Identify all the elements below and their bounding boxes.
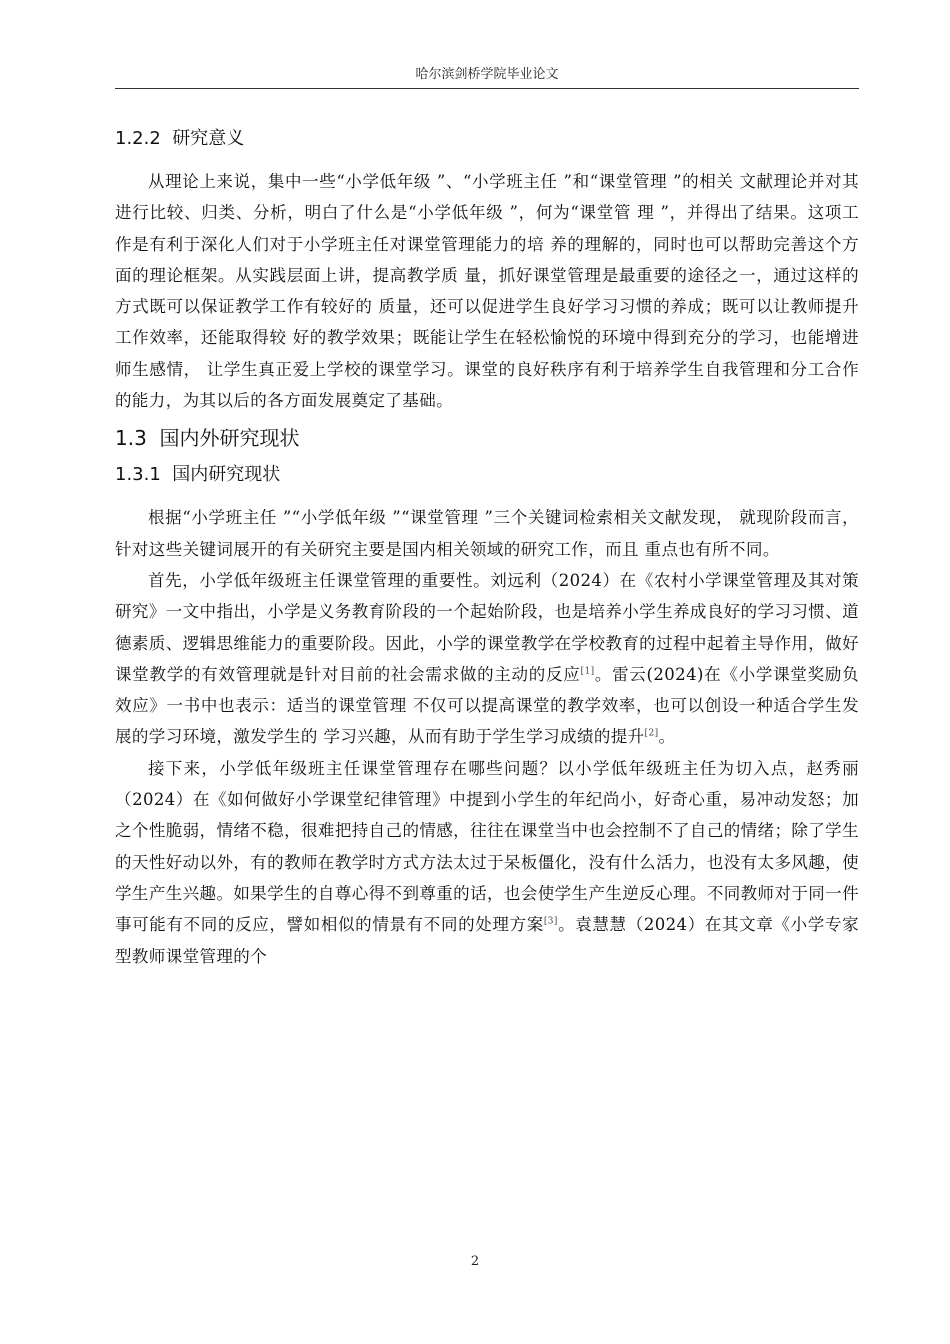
paragraph-text: 根据“小学班主任 ”“小学低年级 ”“课堂管理 ”三个关键词检索相关文献发现， 就现阶段而言，针对这些关键词展开的有关研究主要是国内相关领域的研究工作，而且 重点也有所不同。 xyxy=(115,508,859,559)
header-title: 哈尔滨剑桥学院毕业论文 xyxy=(415,67,559,82)
page-header xyxy=(115,66,859,89)
page-number: 2 xyxy=(470,1254,480,1269)
document-body xyxy=(115,116,859,972)
paragraph-text: 首先，小学低年级班主任课堂管理的重要性。刘远利（2024）在《农村小学课堂管理及其对策研究》一文中指出，小学是义务教育阶段的一个起始阶段，也是培养小学生养成良好的学习习惯、道德素质、逻辑思维能力的重要阶段。因此，小学的课堂教学在学校教育的过程中起着主导作用，做好课堂教学的有效管理就是针对目前的社会需求做的主动的反应 xyxy=(115,570,859,684)
heading-number: 1.3.1 xyxy=(115,464,161,486)
body-paragraph xyxy=(115,166,859,416)
paragraph-text: 从理论上来说，集中一些“小学低年级 ”、“小学班主任 ”和“课堂管理 ”的相关 文献理论并对其进行比较、归类、分析，明白了什么是“小学低年级 ”，何为“课堂管 理 ”，并得出了结果。这项工作是有利于深化人们对于小学班主任对课堂管理能力的培 养的理解的，同时也可以帮助完善这个方面的理论框架。从实践层面上讲，提高教学质 量，抓好课堂管理是最重要的途径之一，通过这样的方式既可以保证教学工作有较好的 质量，还可以促进学生良好学习习惯的养成；既可以让教师提升工作效率，还能取得较 好的教学效果；既能让学生在轻松愉悦的环境中得到充分的学习，也能增进师生感情， 让学生真正爱上学校的课堂学习。课堂的良好秩序有利于培养学生自我管理和分工合作 的能力，为其以后的各方面发展奠定了基础。 xyxy=(115,172,859,411)
body-paragraph xyxy=(115,753,859,972)
heading-title: 研究意义 xyxy=(172,128,245,149)
paragraph-text: 。雷云(2024)在《小学课堂奖励负效应》一书中也表示：适当的课堂管理 不仅可以提高课堂的教学效率，也可以创设一种适合学生发展的学习环境，激发学生的 学习兴趣，从而有助于学生学习成绩的提升 xyxy=(115,664,859,747)
paragraph-text: 。 xyxy=(658,727,676,747)
heading-number: 1.3 xyxy=(115,426,147,451)
subsection-heading xyxy=(115,462,859,488)
body-paragraph xyxy=(115,502,859,565)
heading-title: 国内研究现状 xyxy=(172,464,281,486)
citation-ref[interactable]: [3] xyxy=(543,916,558,927)
subsection-heading xyxy=(115,126,859,152)
paragraph-text: 。袁慧慧（2024）在其文章《小学专家型教师课堂管理的个 xyxy=(115,915,859,966)
citation-ref[interactable]: [1] xyxy=(580,666,595,677)
citation-ref[interactable]: [2] xyxy=(644,728,659,739)
section-heading xyxy=(115,424,859,452)
paragraph-text: 接下来，小学低年级班主任课堂管理存在哪些问题？以小学低年级班主任为切入点，赵秀丽（2024）在《如何做好小学课堂纪律管理》中提到小学生的年纪尚小，好奇心重，易冲动发怒；加之个性脆弱，情绪不稳，很难把持自己的情感，往往在课堂当中也会控制不了自己的情绪；除了学生的天性好动以外，有的教师在教学时方式方法太过于呆板僵化，没有什么活力，也没有太多风趣，使学生产生兴趣。如果学生的自尊心得不到尊重的话，也会使学生产生逆反心理。不同教师对于同一件事可能有不同的反应，譬如相似的情景有不同的处理方案 xyxy=(115,758,859,935)
body-paragraph xyxy=(115,565,859,753)
heading-number: 1.2.2 xyxy=(115,128,161,149)
heading-title: 国内外研究现状 xyxy=(159,426,300,451)
